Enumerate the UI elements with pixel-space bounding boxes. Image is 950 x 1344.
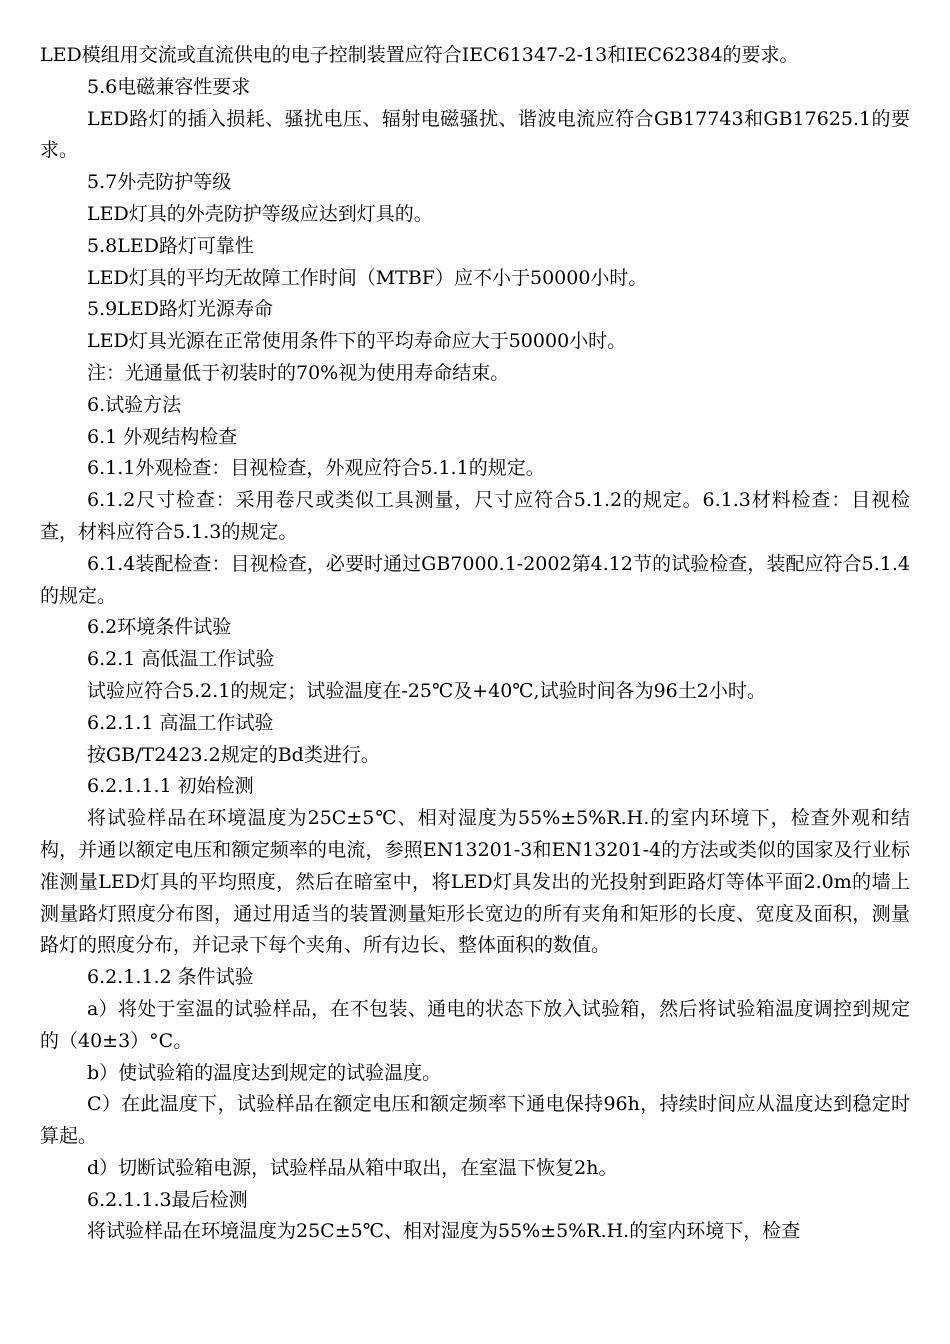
paragraph: 6.1.1外观检查：目视检查，外观应符合5.1.1的规定。 [87,457,545,480]
note-paragraph: 注：光通量低于初装时的70%视为使用寿命结束。 [87,361,510,384]
paragraph: LED灯具光源在正常使用条件下的平均寿命应大于50000小时。 [87,330,627,353]
paragraph: 将试验样品在环境温度为25C±5℃、相对湿度为55%±5%R.H.的室内环境下，检查外观和结构，并通以额定电压和额定频率的电流，参照EN13201-3和EN13201-4的方法或类似的国家及行业标准测量LED灯具的平均照度，然后在暗室中，将LED灯具发出的光投射到距路灯等体平面2.0m的墙上测量路灯照度分布图，通过用适当的装置测量矩形长宽边的所有夹角和矩形的长度、宽度及面积，测量路灯的照度分布，并记录下每个夹角、所有边长、整体面积的数值。 [40,807,910,957]
paragraph: LED路灯的插入损耗、骚扰电压、辐射电磁骚扰、谐波电流应符合GB17743和GB17625.1的要求。 [40,107,910,162]
list-item: a）将处于室温的试验样品，在不包装、通电的状态下放入试验箱，然后将试验箱温度调控到规定的（40±3）°C。 [40,997,910,1052]
paragraph: LED灯具的外壳防护等级应达到灯具的。 [87,202,433,225]
paragraph: 试验应符合5.2.1的规定；试验温度在-25℃及+40℃,试验时间各为96土2小时。 [87,679,766,702]
list-item: d）切断试验箱电源，试验样品从箱中取出，在室温下恢复2h。 [87,1156,618,1179]
paragraph: 按GB/T2423.2规定的Bd类进行。 [87,743,380,766]
section-heading: 5.7外壳防护等级 [87,171,232,194]
section-heading: 6.2.1 高低温工作试验 [87,648,275,671]
section-heading: 5.8LED路灯可靠性 [87,234,254,257]
section-heading: 6.2.1.1.3最后检测 [87,1188,248,1211]
document-page [40,40,910,1248]
paragraph: LED模组用交流或直流供电的电子控制装置应符合IEC61347-2-13和IEC62384的要求。 [40,44,799,66]
section-heading: 5.6电磁兼容性要求 [87,75,251,98]
section-heading: 6.2环境条件试验 [87,616,232,639]
section-heading: 5.9LED路灯光源寿命 [87,298,273,321]
paragraph: 6.1.4装配检查：目视检查，必要时通过GB7000.1-2002第4.12节的试验检查，装配应符合5.1.4的规定。 [40,552,910,607]
list-item: b）使试验箱的温度达到规定的试验温度。 [87,1061,442,1084]
section-heading: 6.2.1.1.1 初始检测 [87,775,254,798]
section-heading: 6.2.1.1.2 条件试验 [87,966,254,989]
paragraph: LED灯具的平均无故障工作时间（MTBF）应不小于50000小时。 [87,266,648,289]
paragraph: 6.1.2尺寸检查：采用卷尺或类似工具测量，尺寸应符合5.1.2的规定。6.1.3材料检查：目视检查，材料应符合5.1.3的规定。 [40,489,910,543]
paragraph: 将试验样品在环境温度为25C±5℃、相对湿度为55%±5%R.H.的室内环境下，检查 [87,1220,801,1243]
list-item: C）在此温度下，试验样品在额定电压和额定频率下通电保持96h，持续时间应从温度达到稳定时算起。 [40,1093,910,1148]
section-heading: 6.1 外观结构检查 [87,425,238,448]
section-heading: 6.试验方法 [87,393,182,416]
section-heading: 6.2.1.1 高温工作试验 [87,711,274,734]
